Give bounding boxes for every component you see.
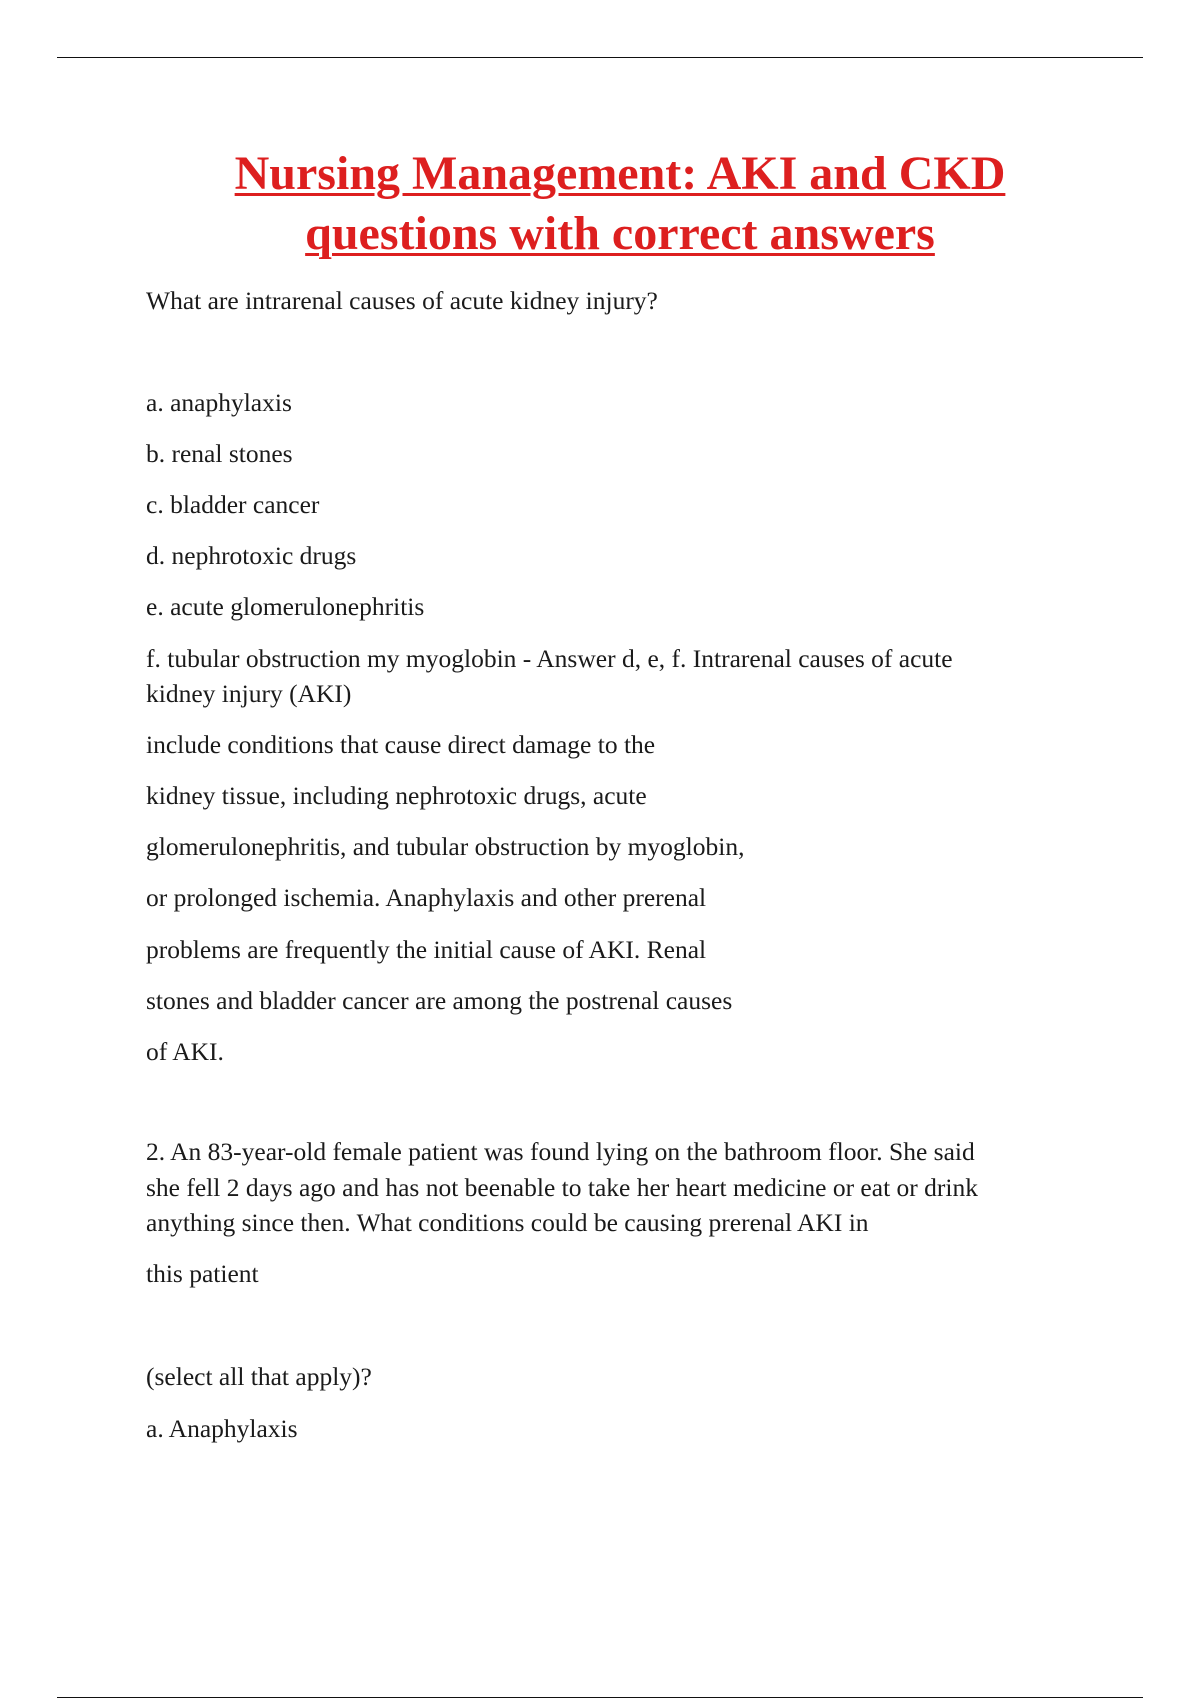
question-1-answer-line-4: kidney tissue, including nephrotoxic drugs, acute bbox=[146, 781, 647, 810]
question-2-prompt-line-2: she fell 2 days ago and has not beenable to take her heart medicine or eat or drink bbox=[146, 1173, 978, 1202]
question-1-answer-line-1: f. tubular obstruction my myoglobin - Answer d, e, f. Intrarenal causes of acute bbox=[146, 644, 953, 673]
question-1-answer-line-7: problems are frequently the initial cause of AKI. Renal bbox=[146, 935, 707, 964]
question-1-option-a: a. anaphylaxis bbox=[146, 388, 292, 417]
question-1-option-b: b. renal stones bbox=[146, 439, 293, 468]
question-2-option-a: a. Anaphylaxis bbox=[146, 1414, 298, 1443]
document-title-line-2: questions with correct answers bbox=[305, 207, 935, 260]
footer-rule bbox=[57, 1697, 1143, 1698]
question-2-prompt-line-4: this patient bbox=[146, 1259, 259, 1288]
document-title-line-1: Nursing Management: AKI and CKD bbox=[234, 147, 1006, 200]
question-2-instruction: (select all that apply)? bbox=[146, 1362, 372, 1391]
header-rule bbox=[57, 57, 1143, 58]
question-1-answer-line-9: of AKI. bbox=[146, 1037, 224, 1066]
question-1-answer-line-6: or prolonged ischemia. Anaphylaxis and other prerenal bbox=[146, 883, 707, 912]
question-1-answer-line-3: include conditions that cause direct damage to the bbox=[146, 730, 656, 759]
question-2-prompt-line-1: 2. An 83-year-old female patient was found lying on the bathroom floor. She said bbox=[146, 1137, 975, 1166]
question-1-prompt: What are intrarenal causes of acute kidney injury? bbox=[146, 286, 658, 315]
question-1-answer-line-8: stones and bladder cancer are among the postrenal causes bbox=[146, 986, 733, 1015]
question-1-answer-line-2: kidney injury (AKI) bbox=[146, 679, 352, 708]
question-1-option-c: c. bladder cancer bbox=[146, 490, 320, 519]
question-1-option-d: d. nephrotoxic drugs bbox=[146, 541, 357, 570]
question-2-prompt-line-3: anything since then. What conditions could be causing prerenal AKI in bbox=[146, 1208, 869, 1237]
question-1-answer-line-5: glomerulonephritis, and tubular obstruction by myoglobin, bbox=[146, 832, 745, 861]
question-1-option-e: e. acute glomerulonephritis bbox=[146, 592, 425, 621]
